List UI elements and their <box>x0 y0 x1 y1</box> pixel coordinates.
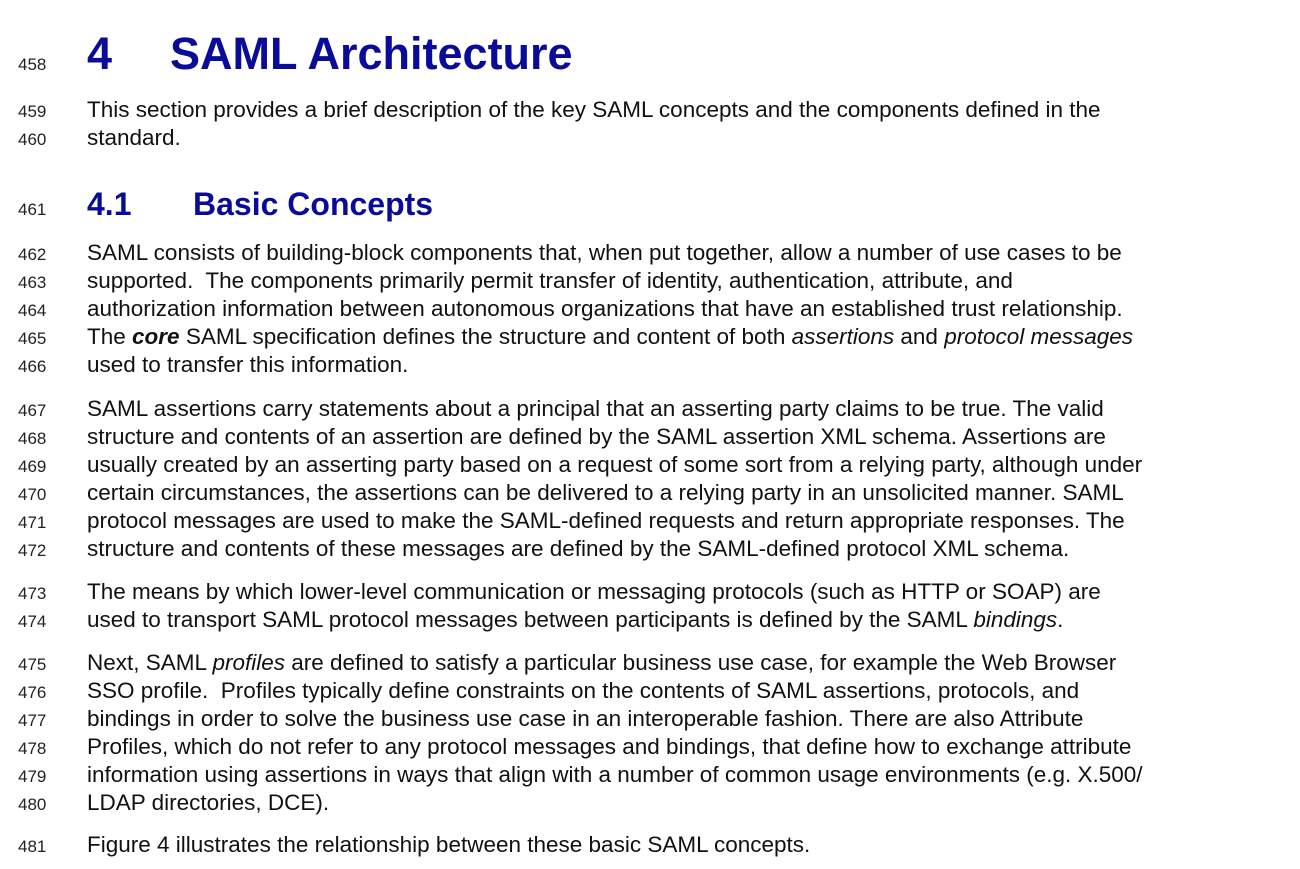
line-text: SAML consists of building-block components that, when put together, allow a number of use cases to be <box>87 240 1122 265</box>
emphasis-profiles: profiles <box>212 650 285 675</box>
line-text: SAML assertions carry statements about a principal that an asserting party claims to be true. The valid <box>87 396 1104 421</box>
line-number: 471 <box>18 513 47 532</box>
line-text: standard. <box>87 125 181 150</box>
line-number: 473 <box>18 584 47 603</box>
line-number: 464 <box>18 301 47 320</box>
line-number: 460 <box>18 130 47 149</box>
line-number: 470 <box>18 485 47 504</box>
line-number: 467 <box>18 401 47 420</box>
line-number: 476 <box>18 683 47 702</box>
line-number: 466 <box>18 357 47 376</box>
line-number: 480 <box>18 795 47 814</box>
emphasis-assertions: assertions <box>791 324 895 349</box>
line-number: 479 <box>18 767 47 786</box>
emphasis-bindings: bindings <box>973 607 1058 632</box>
line-number: 459 <box>18 102 47 121</box>
line-number: 472 <box>18 541 47 560</box>
line-text: structure and contents of these messages are defined by the SAML-defined protocol XML schema. <box>87 536 1070 561</box>
text-run: are defined to satisfy a particular business use case, for example the Web Browser <box>285 650 1117 675</box>
subsection-number: 4.1 <box>87 186 132 222</box>
line-text: information using assertions in ways that align with a number of common usage environments (e.g. X.500/ <box>87 762 1143 787</box>
line-text <box>87 607 1063 633</box>
line-number: 477 <box>18 711 47 730</box>
line-number: 462 <box>18 245 47 264</box>
line-text: The means by which lower-level communication or messaging protocols (such as HTTP or SOAP) are <box>87 579 1101 604</box>
text-run: . <box>1057 607 1064 632</box>
section-title: SAML Architecture <box>170 28 573 79</box>
line-text: Figure 4 illustrates the relationship between these basic SAML concepts. <box>87 832 811 857</box>
text-run: SAML specification defines the structure and content of both <box>179 324 792 349</box>
line-number: 461 <box>18 200 47 219</box>
text-run: Next, SAML <box>87 650 213 675</box>
section-number: 4 <box>87 28 113 79</box>
emphasis-protocol-messages: protocol messages <box>944 324 1134 349</box>
line-number: 469 <box>18 457 47 476</box>
line-text: used to transfer this information. <box>87 352 409 377</box>
line-number: 478 <box>18 739 47 758</box>
line-text: usually created by an asserting party based on a request of some sort from a relying party, although under <box>87 452 1143 477</box>
text-run: used to transport SAML protocol messages between participants is defined by the SAML <box>87 607 974 632</box>
line-text: bindings in order to solve the business use case in an interoperable fashion. There are also Attribute <box>87 706 1084 731</box>
line-text: supported. The components primarily permit transfer of identity, authentication, attribute, and <box>87 268 1013 293</box>
line-text: This section provides a brief description of the key SAML concepts and the components defined in the <box>87 97 1101 122</box>
heading-1 <box>0 28 1300 84</box>
line-text: protocol messages are used to make the SAML-defined requests and return appropriate responses. The <box>87 508 1125 533</box>
line-text: structure and contents of an assertion are defined by the SAML assertion XML schema. Assertions are <box>87 424 1106 449</box>
line-number: 463 <box>18 273 47 292</box>
line-number: 465 <box>18 329 47 348</box>
line-number: 475 <box>18 655 47 674</box>
line-number: 458 <box>18 55 47 74</box>
line-text: SSO profile. Profiles typically define constraints on the contents of SAML assertions, protocols, and <box>87 678 1080 703</box>
line-text <box>87 650 1116 676</box>
line-text <box>87 324 1133 350</box>
emphasis-core: core <box>132 324 180 349</box>
line-number: 474 <box>18 612 47 631</box>
line-number: 468 <box>18 429 47 448</box>
line-number: 481 <box>18 837 47 856</box>
line-text: certain circumstances, the assertions can be delivered to a relying party in an unsolicited manner. SAML <box>87 480 1124 505</box>
subsection-title: Basic Concepts <box>193 186 434 222</box>
line-text: LDAP directories, DCE). <box>87 790 330 815</box>
text-run: and <box>894 324 945 349</box>
line-text: authorization information between autonomous organizations that have an established trust relationship. <box>87 296 1123 321</box>
line-text: Profiles, which do not refer to any protocol messages and bindings, that define how to exchange attribute <box>87 734 1132 759</box>
heading-2 <box>0 186 1300 226</box>
text-run: The <box>87 324 133 349</box>
